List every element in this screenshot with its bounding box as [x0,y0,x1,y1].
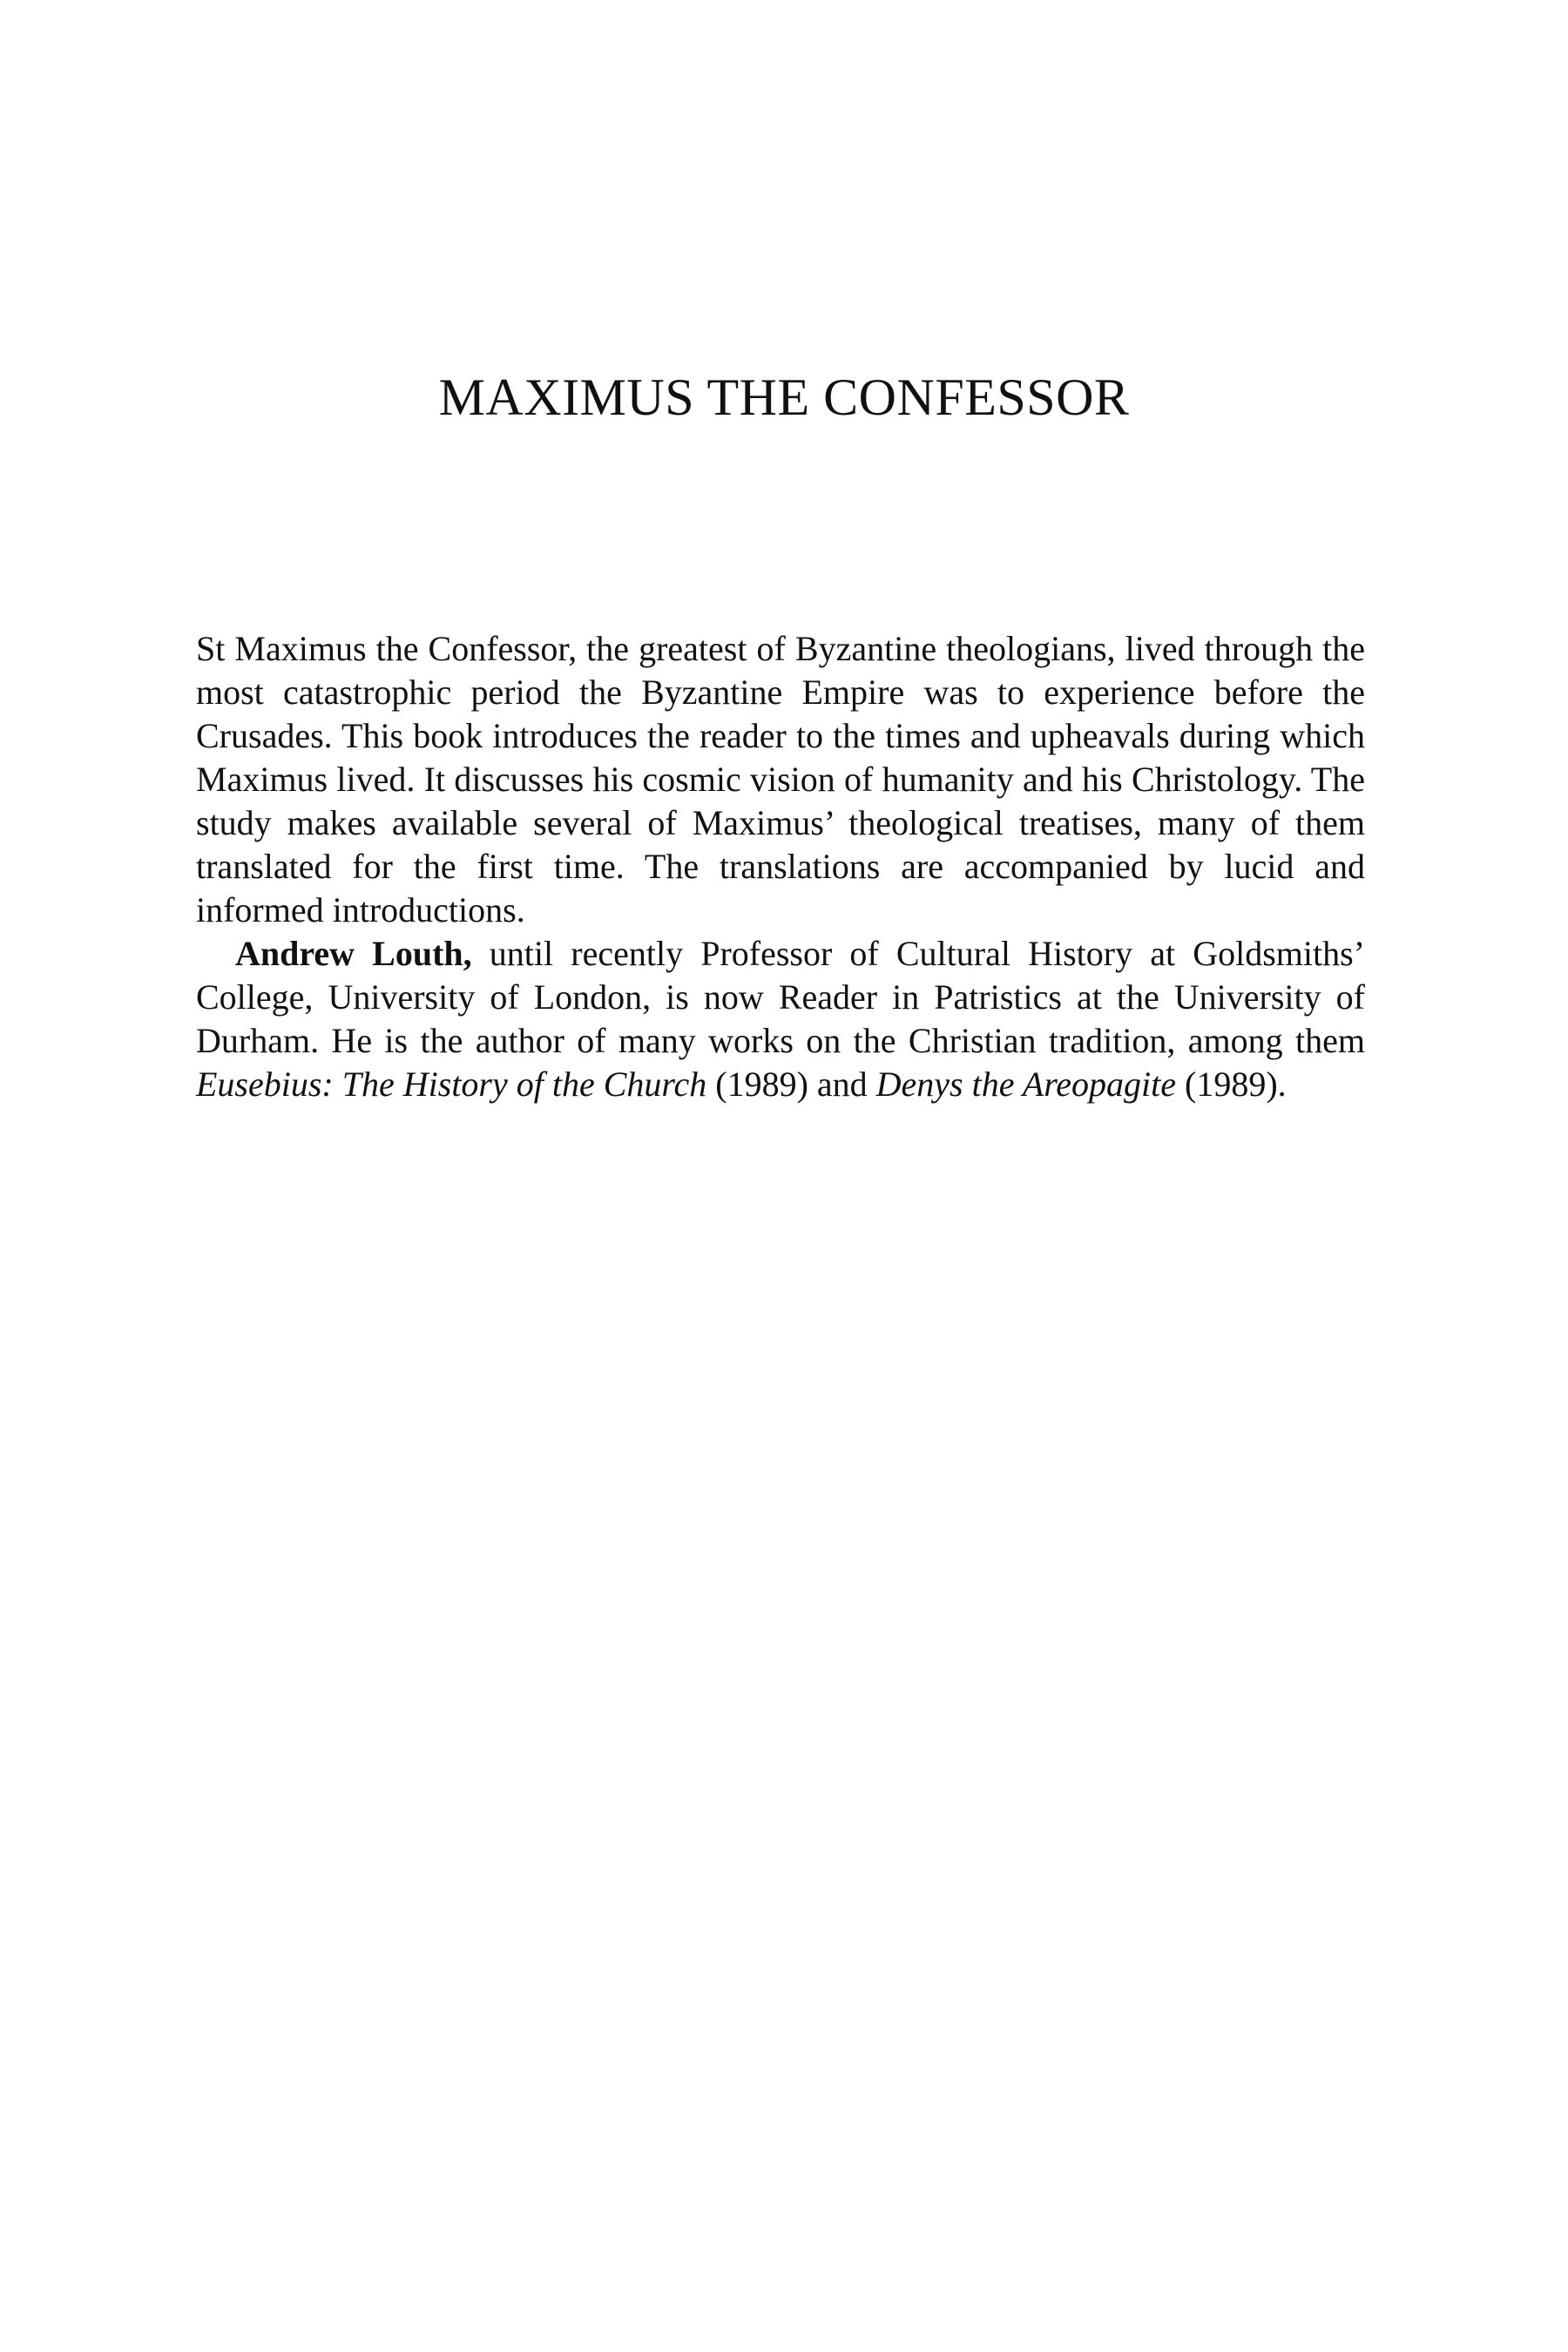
author-bio-text-3: (1989). [1176,1064,1287,1104]
blurb [196,627,1365,1106]
book-description: St Maximus the Confessor, the greatest of Byzantine theologians, lived through the most catastrophic period the Byzantine Empire was to experience before the Crusades. This book introduces the reader to the times and upheavals during which Maximus lived. It discusses his cosmic vision of humanity and his Christology. The study makes available several of Maximus’ theological treatises, many of them translated for the first time. The translations are accompanied by lucid and informed introductions. [196,629,1365,929]
book-title: MAXIMUS THE CONFESSOR [438,368,1130,426]
author-name: Andrew Louth, [235,934,472,973]
work-title-eusebius: Eusebius: The History of the Church [196,1064,707,1104]
author-bio [196,932,1365,1106]
author-bio-text-1: until recently Professor of Cultural History at Goldsmiths’ College, University of London, is now Reader in Patristics at the University of Durham. He is the author of many works on the Christian tradition, among them [196,934,1365,1060]
author-bio-text-2: (1989) and [706,1064,876,1104]
work-title-denys: Denys the Areopagite [875,1064,1177,1104]
